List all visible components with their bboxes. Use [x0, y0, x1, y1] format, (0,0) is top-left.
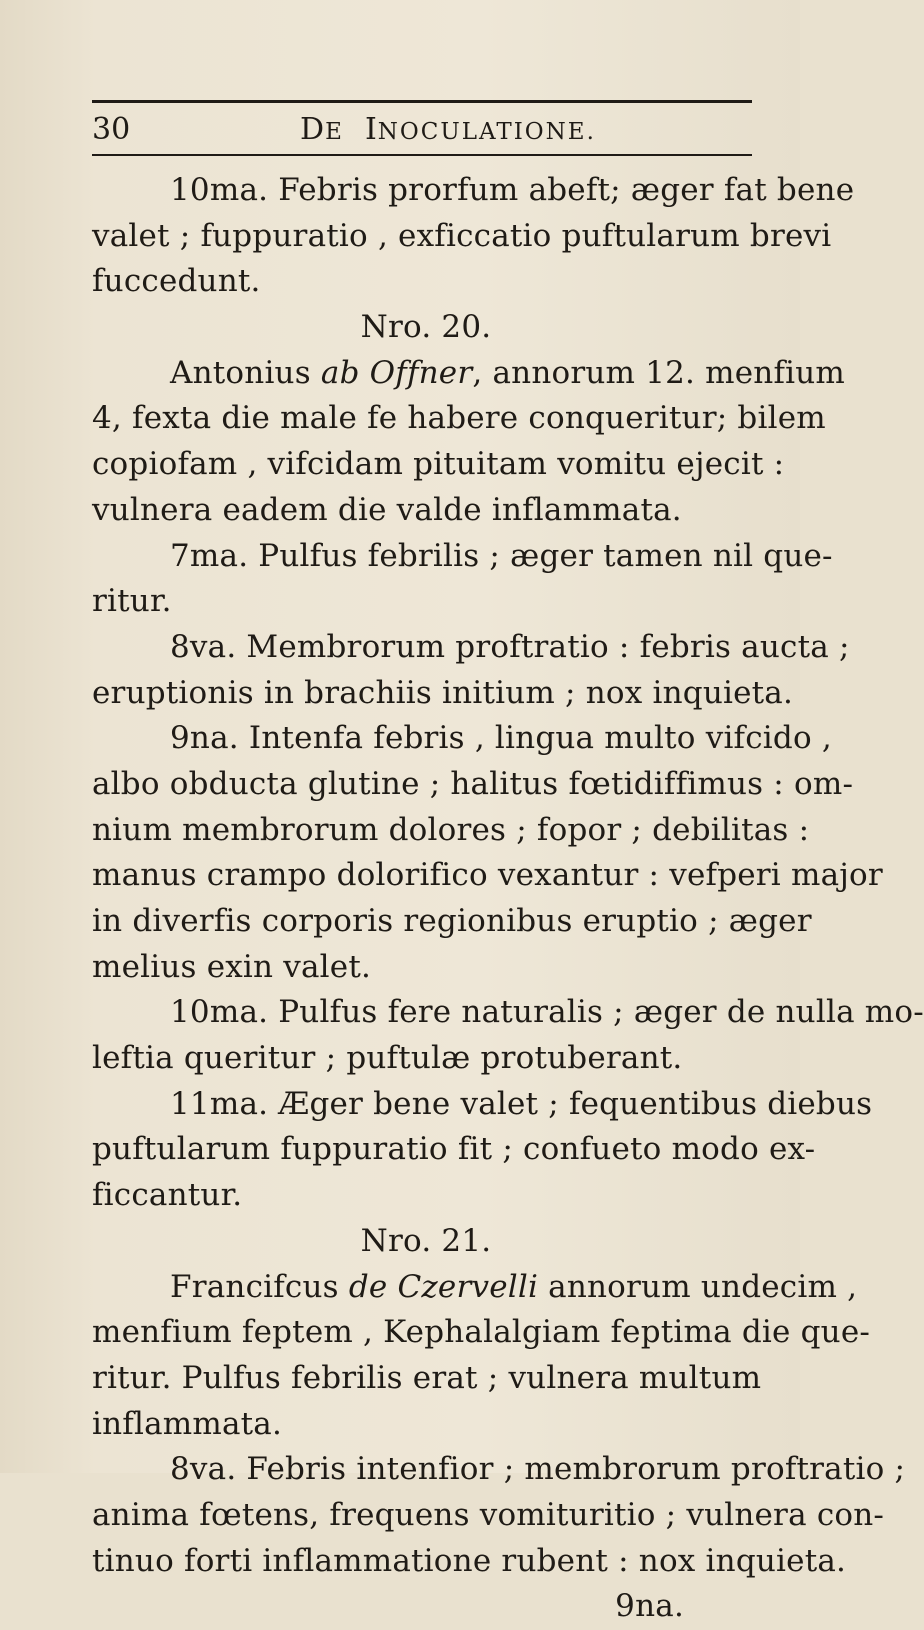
header-rule-top: [92, 100, 752, 103]
text-line: 9na. Intenfa febris , lingua multo vifcido ,: [170, 720, 832, 757]
text-line: 8va. Febris intenfior ; membrorum proftratio ;: [170, 1451, 906, 1488]
text-line: albo obducta glutine ; halitus fœtidiffimus : om-: [92, 765, 854, 802]
section-heading: Nro. 20.: [360, 309, 492, 346]
author-name: ab Offner: [320, 354, 473, 391]
author-name: de Czervelli: [348, 1268, 539, 1305]
text-line: ritur.: [92, 583, 172, 620]
text-line: valet ; fuppuratio , exficcatio puftularum brevi: [92, 217, 832, 254]
text-line: eruptionis in brachiis initium ; nox inquieta.: [92, 674, 794, 711]
text-line: tinuo forti inflammatione rubent : nox inquieta.: [92, 1542, 847, 1579]
body-text: [92, 168, 924, 1630]
text-line: ritur. Pulfus febrilis erat ; vulnera multum: [92, 1359, 762, 1396]
text-line: 10ma. Febris prorfum abeft; æger fat bene: [170, 172, 855, 208]
text-line: puftularum fuppuratio fit ; confueto modo ex-: [92, 1131, 816, 1168]
text-line: copiofam , vifcidam pituitam vomitu ejecit :: [92, 446, 785, 483]
text-line: 7ma. Pulfus febrilis ; æger tamen nil que-: [170, 537, 833, 574]
running-head: DE INOCULATIONE.: [300, 112, 596, 147]
text-line: manus crampo dolorifico vexantur : vefperi major: [92, 857, 883, 894]
text-line: 11ma. Æger bene valet ; fequentibus diebus: [170, 1085, 873, 1122]
text-line: anima fœtens, frequens vomituritio ; vulnera con-: [92, 1496, 885, 1533]
text-line: ficcantur.: [92, 1177, 243, 1214]
text-line: fuccedunt.: [92, 263, 261, 300]
text-line: menfium feptem , Kephalalgiam feptima die que-: [92, 1314, 871, 1351]
text-line: vulnera eadem die valde inflammata.: [92, 491, 682, 528]
section-heading: Nro. 21.: [360, 1222, 492, 1259]
text-line: 10ma. Pulfus fere naturalis ; æger de nulla mo-: [170, 994, 924, 1031]
header-rule-bottom: [92, 154, 752, 156]
text-line: 8va. Membrorum proftratio : febris aucta ;: [170, 628, 850, 665]
page-number: 30: [92, 112, 131, 147]
text-line: inflammata.: [92, 1405, 283, 1442]
text-line: 4, fexta die male fe habere conqueritur; bilem: [92, 400, 826, 437]
page-header: [92, 108, 752, 150]
text-line: leftia queritur ; puftulæ protuberant.: [92, 1040, 683, 1077]
text-line: nium membrorum dolores ; fopor ; debilitas :: [92, 811, 810, 848]
text-line: in diverfis corporis regionibus eruptio ; æger: [92, 903, 812, 939]
catchword: 9na.: [615, 1588, 684, 1625]
text-line: melius exin valet.: [92, 948, 372, 985]
text-line: Antonius ab Offner, annorum 12. menfium: [170, 354, 846, 391]
text-line: Francifcus de Czervelli annorum undecim ,: [170, 1268, 858, 1305]
